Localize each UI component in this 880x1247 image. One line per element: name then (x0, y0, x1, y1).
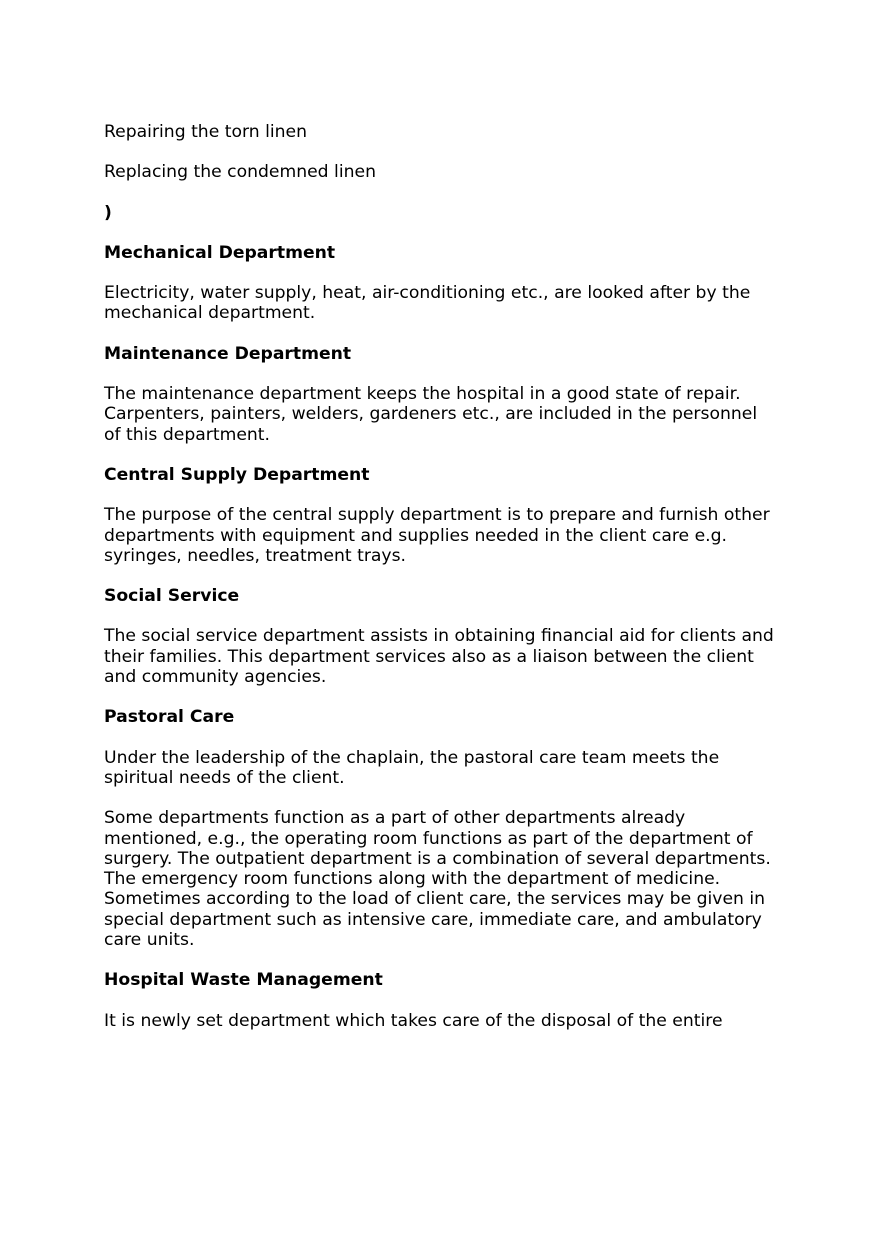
document-page (104, 122, 794, 1051)
heading-social-service: Social Service (104, 586, 240, 607)
mechanical-department-text: Electricity, water supply, heat, air-conditioning etc., are looked after by the mechanical department. (104, 283, 751, 324)
central-supply-department-text: The purpose of the central supply department is to prepare and furnish other departments with equipment and supplies needed in the client care e.g. syringes, needles, treatment trays. (104, 505, 770, 566)
heading-hospital-waste-management: Hospital Waste Management (104, 970, 383, 991)
social-service-text: The social service department assists in obtaining financial aid for clients and their families. This department services also as a liaison between the client and community agencies. (104, 626, 774, 688)
stray-parenthesis: ) (104, 202, 112, 223)
maintenance-department-text: The maintenance department keeps the hospital in a good state of repair. Carpenters, painters, welders, gardeners etc., are included in the personnel of this department. (104, 384, 758, 445)
heading-maintenance-department: Maintenance Department (104, 343, 352, 364)
heading-pastoral-care: Pastoral Care (104, 707, 235, 728)
linen-replace-line: Replacing the condemned linen (104, 162, 376, 183)
departments-overview-text: Some departments function as a part of other departments already mentioned, e.g., the operating room functions as part of the department of surgery. The outpatient department is a combination of several departments. The emergency room functions along with the department of medicine. Sometimes according to the load of client care, the services may be given in special department such as intensive care, immediate care, and ambulatory care units. (104, 808, 771, 951)
heading-mechanical-department: Mechanical Department (104, 242, 336, 263)
linen-repair-line: Repairing the torn linen (104, 122, 308, 142)
pastoral-care-text: Under the leadership of the chaplain, the pastoral care team meets the spiritual needs of the client. (104, 747, 720, 788)
hospital-waste-management-text: It is newly set department which takes care of the disposal of the entire (104, 1010, 723, 1031)
heading-central-supply-department: Central Supply Department (104, 464, 370, 485)
